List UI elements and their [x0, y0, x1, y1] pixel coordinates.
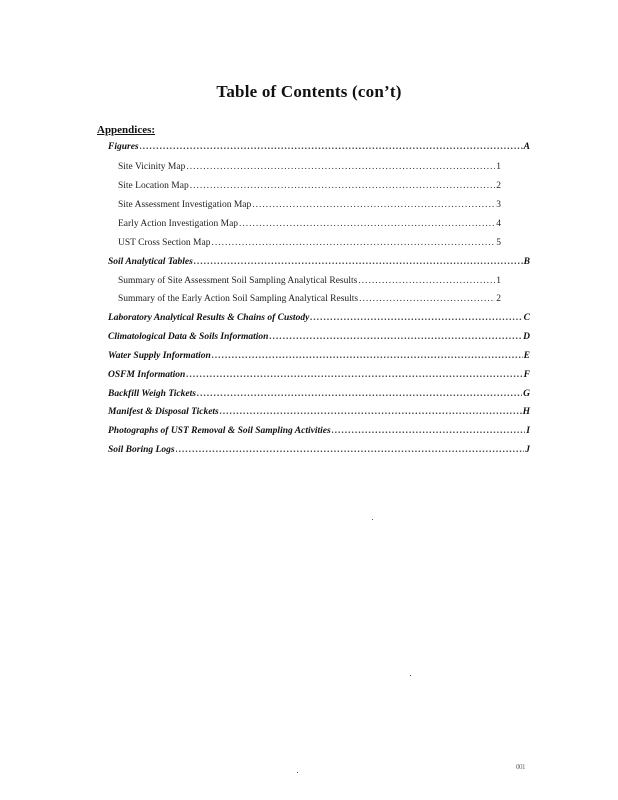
scan-speck — [297, 772, 298, 773]
toc-entry-site-assessment-map — [118, 199, 501, 211]
toc-entry-page: F — [523, 370, 530, 380]
toc-entry-label: OSFM Information — [108, 370, 186, 380]
toc-entry-page: 2 — [496, 181, 501, 191]
toc-entry-label: Climatological Data & Soils Information — [108, 332, 269, 342]
toc-entry-osfm-information — [108, 369, 530, 381]
toc-entry-label: Site Location Map — [118, 181, 189, 191]
toc-entry-label: Water Supply Information — [108, 351, 211, 361]
toc-entry-page: J — [525, 445, 530, 455]
toc-entry-soil-boring-logs — [108, 444, 530, 456]
toc-entry-label: Backfill Weigh Tickets — [108, 389, 196, 399]
page-title: Table of Contents (con’t) — [216, 82, 402, 101]
toc-entry-page: 2 — [496, 294, 501, 304]
toc-entry-soil-analytical-tables — [108, 256, 530, 268]
toc-leader-dots — [186, 161, 495, 173]
toc-entry-label: Soil Analytical Tables — [108, 257, 193, 267]
toc-entry-label: Summary of Site Assessment Soil Sampling Analytical Results — [118, 276, 358, 286]
page-number-mark: 001 — [516, 763, 525, 771]
toc-leader-dots — [176, 444, 525, 456]
toc-entry-site-vicinity-map — [118, 161, 501, 173]
toc-entry-page: 1 — [496, 162, 501, 172]
toc-entry-label: Site Assessment Investigation Map — [118, 200, 252, 210]
toc-entry-page: I — [526, 426, 530, 436]
toc-entry-manifest-disposal — [108, 406, 530, 418]
toc-entry-page: 4 — [496, 219, 501, 229]
toc-entry-early-action-results — [118, 293, 501, 305]
toc-entry-photographs — [108, 425, 530, 437]
toc-leader-dots — [140, 141, 523, 153]
toc-entry-label: UST Cross Section Map — [118, 238, 211, 248]
appendices-heading: Appendices: — [97, 124, 156, 136]
toc-entry-site-location-map — [118, 180, 501, 192]
toc-leader-dots — [211, 237, 495, 249]
toc-entry-label: Summary of the Early Action Soil Sampling Analytical Results — [118, 294, 359, 304]
toc-leader-dots — [186, 369, 522, 381]
scan-speck — [410, 675, 411, 676]
toc-leader-dots — [220, 406, 522, 418]
toc-leader-dots — [269, 331, 522, 343]
toc-entry-page: 3 — [496, 200, 501, 210]
toc-leader-dots — [252, 199, 495, 211]
toc-entry-label: Manifest & Disposal Tickets — [108, 407, 219, 417]
toc-entry-page: 5 — [496, 238, 501, 248]
toc-leader-dots — [358, 275, 495, 287]
toc-leader-dots — [194, 256, 523, 268]
toc-entry-label: Site Vicinity Map — [118, 162, 186, 172]
toc-entry-page: 1 — [496, 276, 501, 286]
scan-speck — [372, 519, 373, 520]
toc-leader-dots — [197, 388, 522, 400]
toc-entry-label: Laboratory Analytical Results & Chains of Custody — [108, 313, 310, 323]
toc-entry-page: D — [523, 332, 530, 342]
toc-entry-site-assessment-results — [118, 275, 501, 287]
toc-entry-page: A — [523, 142, 530, 152]
toc-entry-page: C — [523, 313, 530, 323]
toc-entry-page: H — [522, 407, 530, 417]
toc-entry-label: Photographs of UST Removal & Soil Sampling Activities — [108, 426, 331, 436]
toc-entry-page: E — [523, 351, 530, 361]
toc-entry-laboratory-results — [108, 312, 530, 324]
toc-leader-dots — [310, 312, 522, 324]
toc-entry-figures — [108, 141, 530, 153]
toc-entry-backfill-weigh-tickets — [108, 388, 530, 400]
toc-leader-dots — [239, 218, 495, 230]
toc-entry-label: Early Action Investigation Map — [118, 219, 239, 229]
toc-entry-page: G — [523, 389, 530, 399]
toc-leader-dots — [190, 180, 496, 192]
toc-entry-climatological-data — [108, 331, 530, 343]
toc-entry-label: Soil Boring Logs — [108, 445, 175, 455]
toc-entry-early-action-map — [118, 218, 501, 230]
toc-entry-page: B — [523, 257, 530, 267]
toc-entry-ust-cross-section-map — [118, 237, 501, 249]
toc-entry-water-supply — [108, 350, 530, 362]
toc-leader-dots — [332, 425, 526, 437]
toc-entry-label: Figures — [108, 142, 139, 152]
toc-leader-dots — [212, 350, 523, 362]
toc-leader-dots — [359, 293, 495, 305]
